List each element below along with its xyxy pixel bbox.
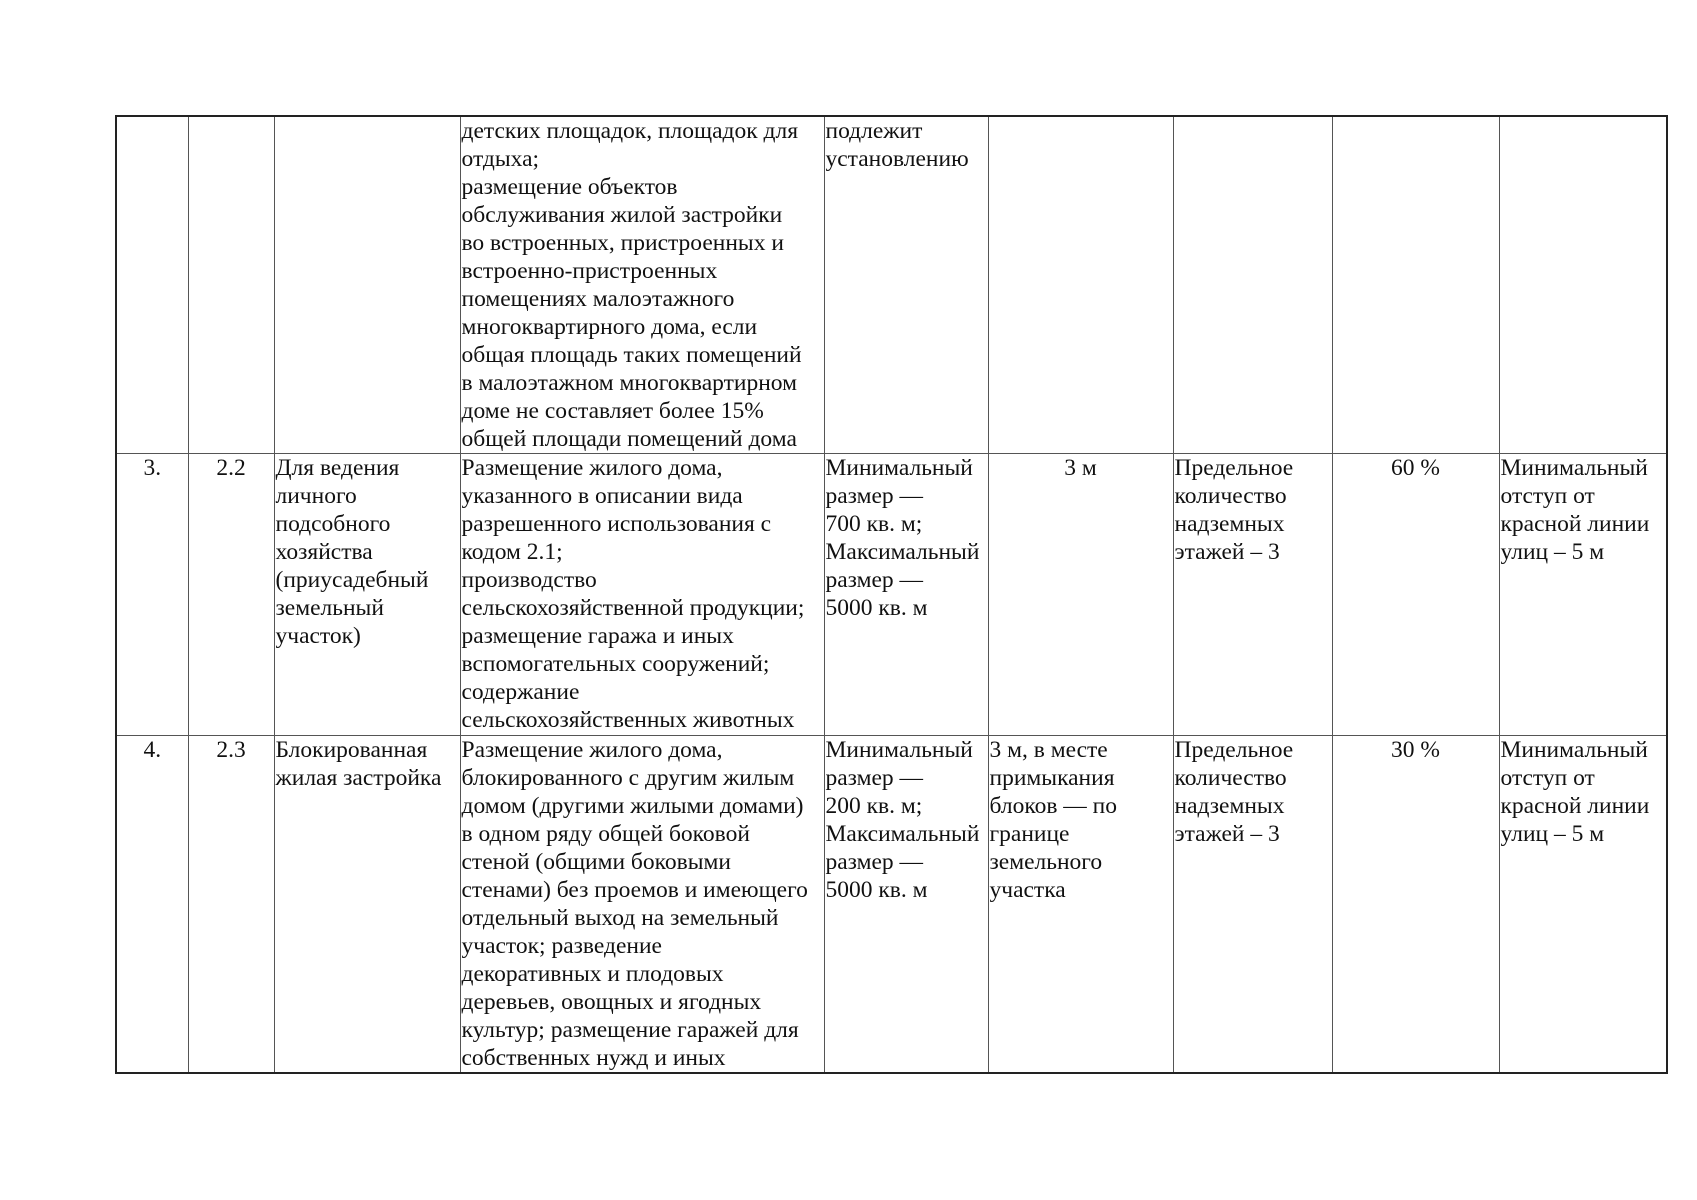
use-code-cell: 2.3 [188, 736, 274, 1074]
row-number-cell: 3. [116, 454, 188, 736]
use-name-cell: Для ведения личного подсобного хозяйства (приусадебный земельный участок) [274, 454, 460, 736]
floors-cell: Предельное количество надземных этажей – 3 [1173, 736, 1332, 1074]
floors-cell: Предельное количество надземных этажей – 3 [1173, 454, 1332, 736]
table-row [116, 454, 1667, 736]
other-parameters-cell: Минимальный отступ от красной линии улиц – 5 м [1499, 454, 1667, 736]
use-name-cell: Блокированная жилая застройка [274, 736, 460, 1074]
other-parameters-cell: Минимальный отступ от красной линии улиц – 5 м [1499, 736, 1667, 1074]
use-name-cell [274, 116, 460, 454]
setback-cell: 3 м [988, 454, 1173, 736]
use-description-cell: Размещение жилого дома, блокированного с другим жилым домом (другими жилыми домами) в одном ряду общей боковой стеной (общими боковыми стенами) без проемов и имеющего отдельный выход на земельный участок; разведение декоративных и плодовых деревьев, овощных и ягодных культур; размещение гаражей для собственных нужд и иных [460, 736, 824, 1074]
setback-cell: 3 м, в месте примыкания блоков — по границе земельного участка [988, 736, 1173, 1074]
row-number-cell [116, 116, 188, 454]
row-number-cell: 4. [116, 736, 188, 1074]
plot-size-cell: Минимальный размер — 200 кв. м; Максимальный размер — 5000 кв. м [824, 736, 988, 1074]
floors-cell [1173, 116, 1332, 454]
coverage-cell: 60 % [1332, 454, 1499, 736]
use-code-cell: 2.2 [188, 454, 274, 736]
coverage-cell: 30 % [1332, 736, 1499, 1074]
coverage-cell [1332, 116, 1499, 454]
table-row [116, 116, 1667, 454]
plot-size-cell: подлежит установлению [824, 116, 988, 454]
table-row [116, 736, 1667, 1074]
use-code-cell [188, 116, 274, 454]
use-description-cell: Размещение жилого дома, указанного в описании вида разрешенного использования с кодом 2.1; производство сельскохозяйственной продукции; размещение гаража и иных вспомогательных сооружений; содержание сельскохозяйственных животных [460, 454, 824, 736]
use-description-cell: детских площадок, площадок для отдыха; размещение объектов обслуживания жилой застройки во встроенных, пристроенных и встроенно-пристроенных помещениях малоэтажного многоквартирного дома, если общая площадь таких помещений в малоэтажном многоквартирном доме не составляет более 15% общей площади помещений дома [460, 116, 824, 454]
other-parameters-cell [1499, 116, 1667, 454]
zoning-regulations-table [115, 115, 1668, 1074]
setback-cell [988, 116, 1173, 454]
plot-size-cell: Минимальный размер — 700 кв. м; Максимальный размер — 5000 кв. м [824, 454, 988, 736]
